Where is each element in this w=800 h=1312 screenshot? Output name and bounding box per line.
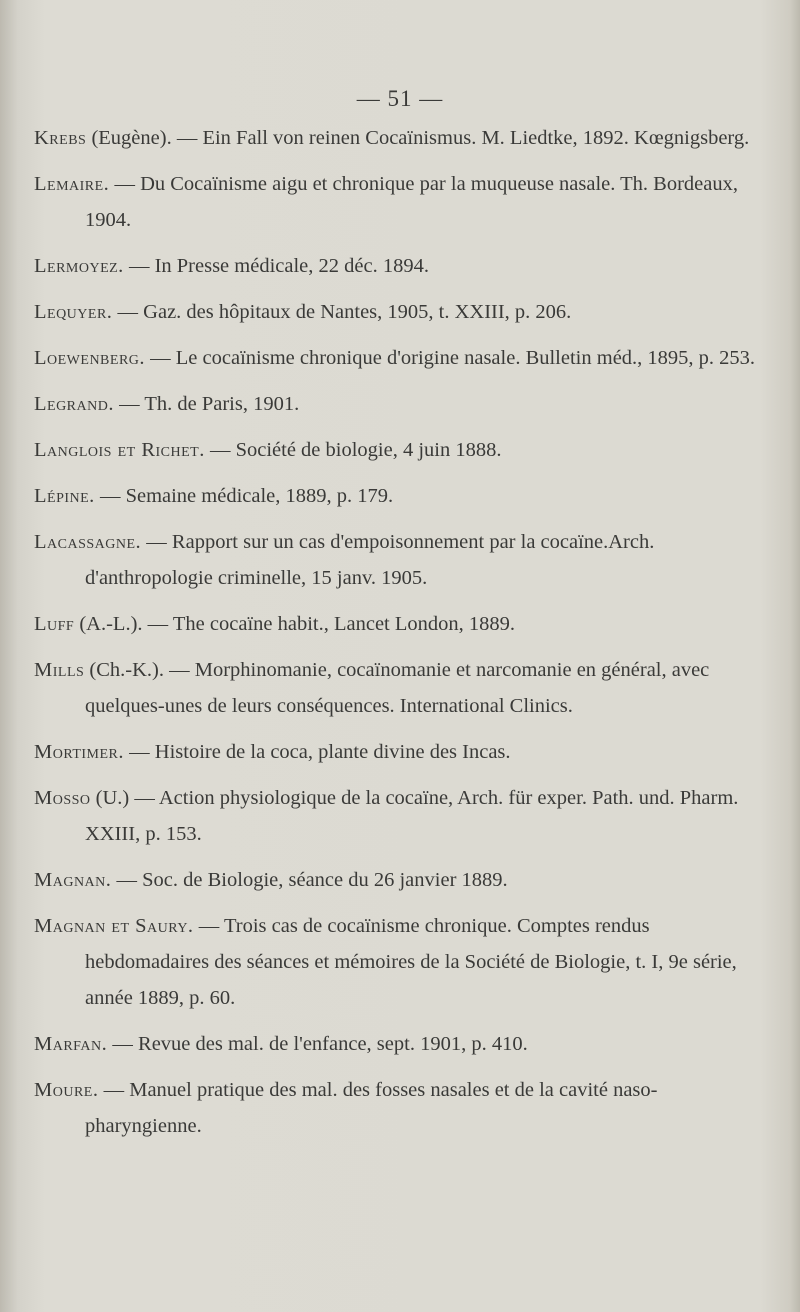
- entry-author: Legrand.: [34, 393, 114, 415]
- entry-author: Lequyer.: [34, 301, 113, 323]
- bibliography-entry: [34, 294, 774, 330]
- entry-text: — Revue des mal. de l'enfance, sept. 1901, p. 410.: [107, 1033, 528, 1055]
- bibliography-entry: [34, 908, 774, 1016]
- entry-text: (A.-L.). — The cocaïne habit., Lancet London, 1889.: [74, 613, 516, 635]
- entry-text: — Société de biologie, 4 juin 1888.: [204, 439, 502, 461]
- entry-author: Lermoyez.: [34, 255, 124, 277]
- bibliography-entry: [34, 652, 774, 724]
- bibliography-entry: [34, 734, 774, 770]
- entry-author: Krebs: [34, 127, 87, 149]
- bibliography-entry: [34, 606, 774, 642]
- entry-text: — Rapport sur un cas d'empoisonnement par la cocaïne.Arch. d'anthropologie criminelle, 15 janv. 1905.: [85, 531, 655, 589]
- page-number: — 51 —: [356, 86, 444, 111]
- entry-author: Mills: [34, 659, 85, 681]
- entry-author: Loewenberg.: [34, 347, 146, 369]
- entry-author: Mortimer.: [34, 741, 125, 763]
- entry-author: Mosso: [34, 787, 91, 809]
- entry-author: Lacassagne.: [34, 531, 142, 553]
- entry-text: — Le cocaïnisme chronique d'origine nasale. Bulletin méd., 1895, p. 253.: [145, 347, 756, 369]
- bibliography-entry: [34, 120, 774, 156]
- entry-text: — Semaine médicale, 1889, p. 179.: [94, 485, 394, 507]
- entry-text: (Ch.-K.). — Morphinomanie, cocaïnomanie et narcomanie en général, avec quelques-unes de leurs conséquences. International Clinics.: [84, 659, 710, 717]
- bibliography-entry: [34, 1026, 774, 1062]
- bibliography-entry: [34, 340, 774, 376]
- entry-author: Lépine.: [34, 485, 95, 507]
- entry-author: Moure.: [34, 1079, 99, 1101]
- entry-text: — Soc. de Biologie, séance du 26 janvier 1889.: [111, 869, 508, 891]
- entry-text: — Trois cas de cocaïnisme chronique. Comptes rendus hebdomadaires des séances et mémoires de la Société de Biologie, t. I, 9e série, année 1889, p. 60.: [85, 915, 737, 1009]
- entry-text: — Gaz. des hôpitaux de Nantes, 1905, t. XXIII, p. 206.: [112, 301, 572, 323]
- entry-author: Marfan.: [34, 1033, 108, 1055]
- entry-text: — Manuel pratique des mal. des fosses nasales et de la cavité naso-pharyngienne.: [85, 1079, 658, 1137]
- entry-text: (Eugène). — Ein Fall von reinen Cocaïnismus. M. Liedtke, 1892. Kœgnigsberg.: [86, 127, 750, 149]
- bibliography-entry: [34, 478, 774, 514]
- bibliography-entry: [34, 386, 774, 422]
- entry-text: — In Presse médicale, 22 déc. 1894.: [123, 255, 429, 277]
- entry-text: (U.) — Action physiologique de la cocaïne, Arch. für exper. Path. und. Pharm. XXIII, p. 153.: [85, 787, 739, 845]
- entry-author: Magnan et Saury.: [34, 915, 194, 937]
- bibliography-entry: [34, 524, 774, 596]
- bibliography-entry: [34, 432, 774, 468]
- bibliography-entry: [34, 166, 774, 238]
- entry-author: Lemaire.: [34, 173, 110, 195]
- bibliography-entry: [34, 862, 774, 898]
- bibliography-entry: [34, 248, 774, 284]
- entry-text: — Th. de Paris, 1901.: [113, 393, 300, 415]
- entry-author: Langlois et Richet.: [34, 439, 205, 461]
- bibliography-entry: [34, 1072, 774, 1144]
- entry-text: — Du Cocaïnisme aigu et chronique par la muqueuse nasale. Th. Bordeaux, 1904.: [85, 173, 738, 231]
- bibliography-list: [34, 120, 774, 1154]
- entry-text: — Histoire de la coca, plante divine des Incas.: [124, 741, 511, 763]
- entry-author: Magnan.: [34, 869, 112, 891]
- bibliography-entry: [34, 780, 774, 852]
- entry-author: Luff: [34, 613, 75, 635]
